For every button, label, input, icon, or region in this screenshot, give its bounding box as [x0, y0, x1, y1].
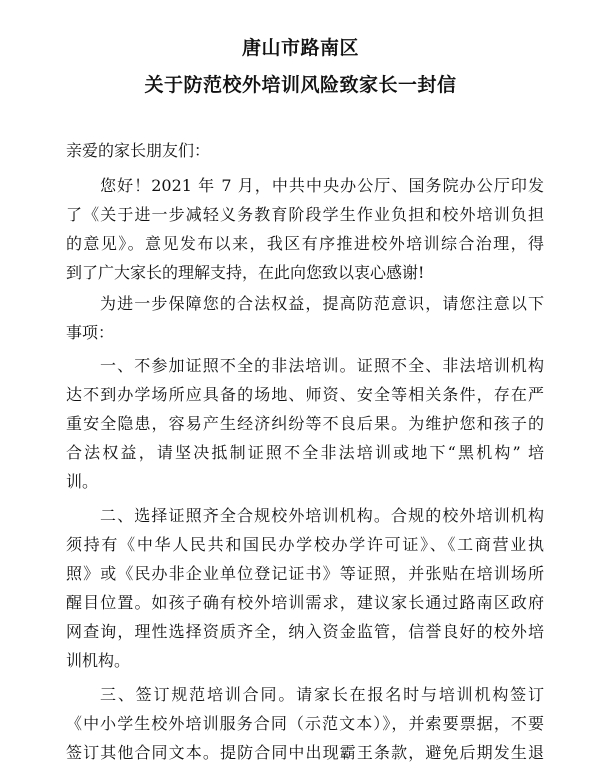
body-line: 《中小学生校外培训服务合同（示范文本）》，并索要票据，不要: [66, 714, 544, 733]
body-line: 您好！2021 年 7 月，中共中央办公厅、国务院办公厅印发: [100, 176, 544, 195]
body-line: 醒目位置。如孩子确有校外培训需求，建议家长通过路南区政府: [66, 593, 544, 612]
body-line: 为进一步保障您的合法权益，提高防范意识，请您注意以下: [100, 294, 544, 313]
body-line: 的意见》。意见发布以来，我区有序推进校外培训综合治理，得: [66, 234, 544, 253]
body-line: 一、不参加证照不全的非法培训。证照不全、非法培训机构: [100, 356, 544, 375]
body-line: 了《关于进一步减轻义务教育阶段学生作业负担和校外培训负担: [66, 205, 544, 224]
body-line: 训机构。: [66, 651, 131, 670]
body-line: 须持有《中华人民共和国民办学校办学许可证》、《工商营业执: [66, 535, 544, 554]
body-line: 重安全隐患，容易产生经济纠纷等不良后果。为维护您和孩子的: [66, 414, 544, 433]
body-line: 三、签订规范培训合同。请家长在报名时与培训机构签订: [100, 685, 544, 704]
body-line: 签订其他合同文本。提防合同中出现霸王条款，避免后期发生退: [66, 743, 544, 762]
body-line: 事项：: [66, 323, 115, 342]
body-line: 合法权益，请坚决抵制证照不全非法培训或地下“黑机构” 培: [66, 443, 544, 462]
body-line: 照》或《民办非企业单位登记证书》等证照，并张贴在培训场所: [66, 564, 544, 583]
body-line: 网查询，理性选择资质齐全，纳入资金监管，信誉良好的校外培: [66, 622, 544, 641]
title-district: 唐山市路南区: [241, 37, 359, 59]
body-line: 到了广大家长的理解支持，在此向您致以衷心感谢!: [66, 263, 425, 282]
body-line: 训。: [66, 472, 99, 491]
title-letter: 关于防范校外培训风险致家长一封信: [144, 74, 457, 96]
body-line: 二、选择证照齐全合规校外培训机构。合规的校外培训机构: [100, 506, 544, 525]
salutation: 亲爱的家长朋友们：: [66, 141, 211, 160]
body-line: 达不到办学场所应具备的场地、师资、安全等相关条件，存在严: [66, 385, 544, 404]
